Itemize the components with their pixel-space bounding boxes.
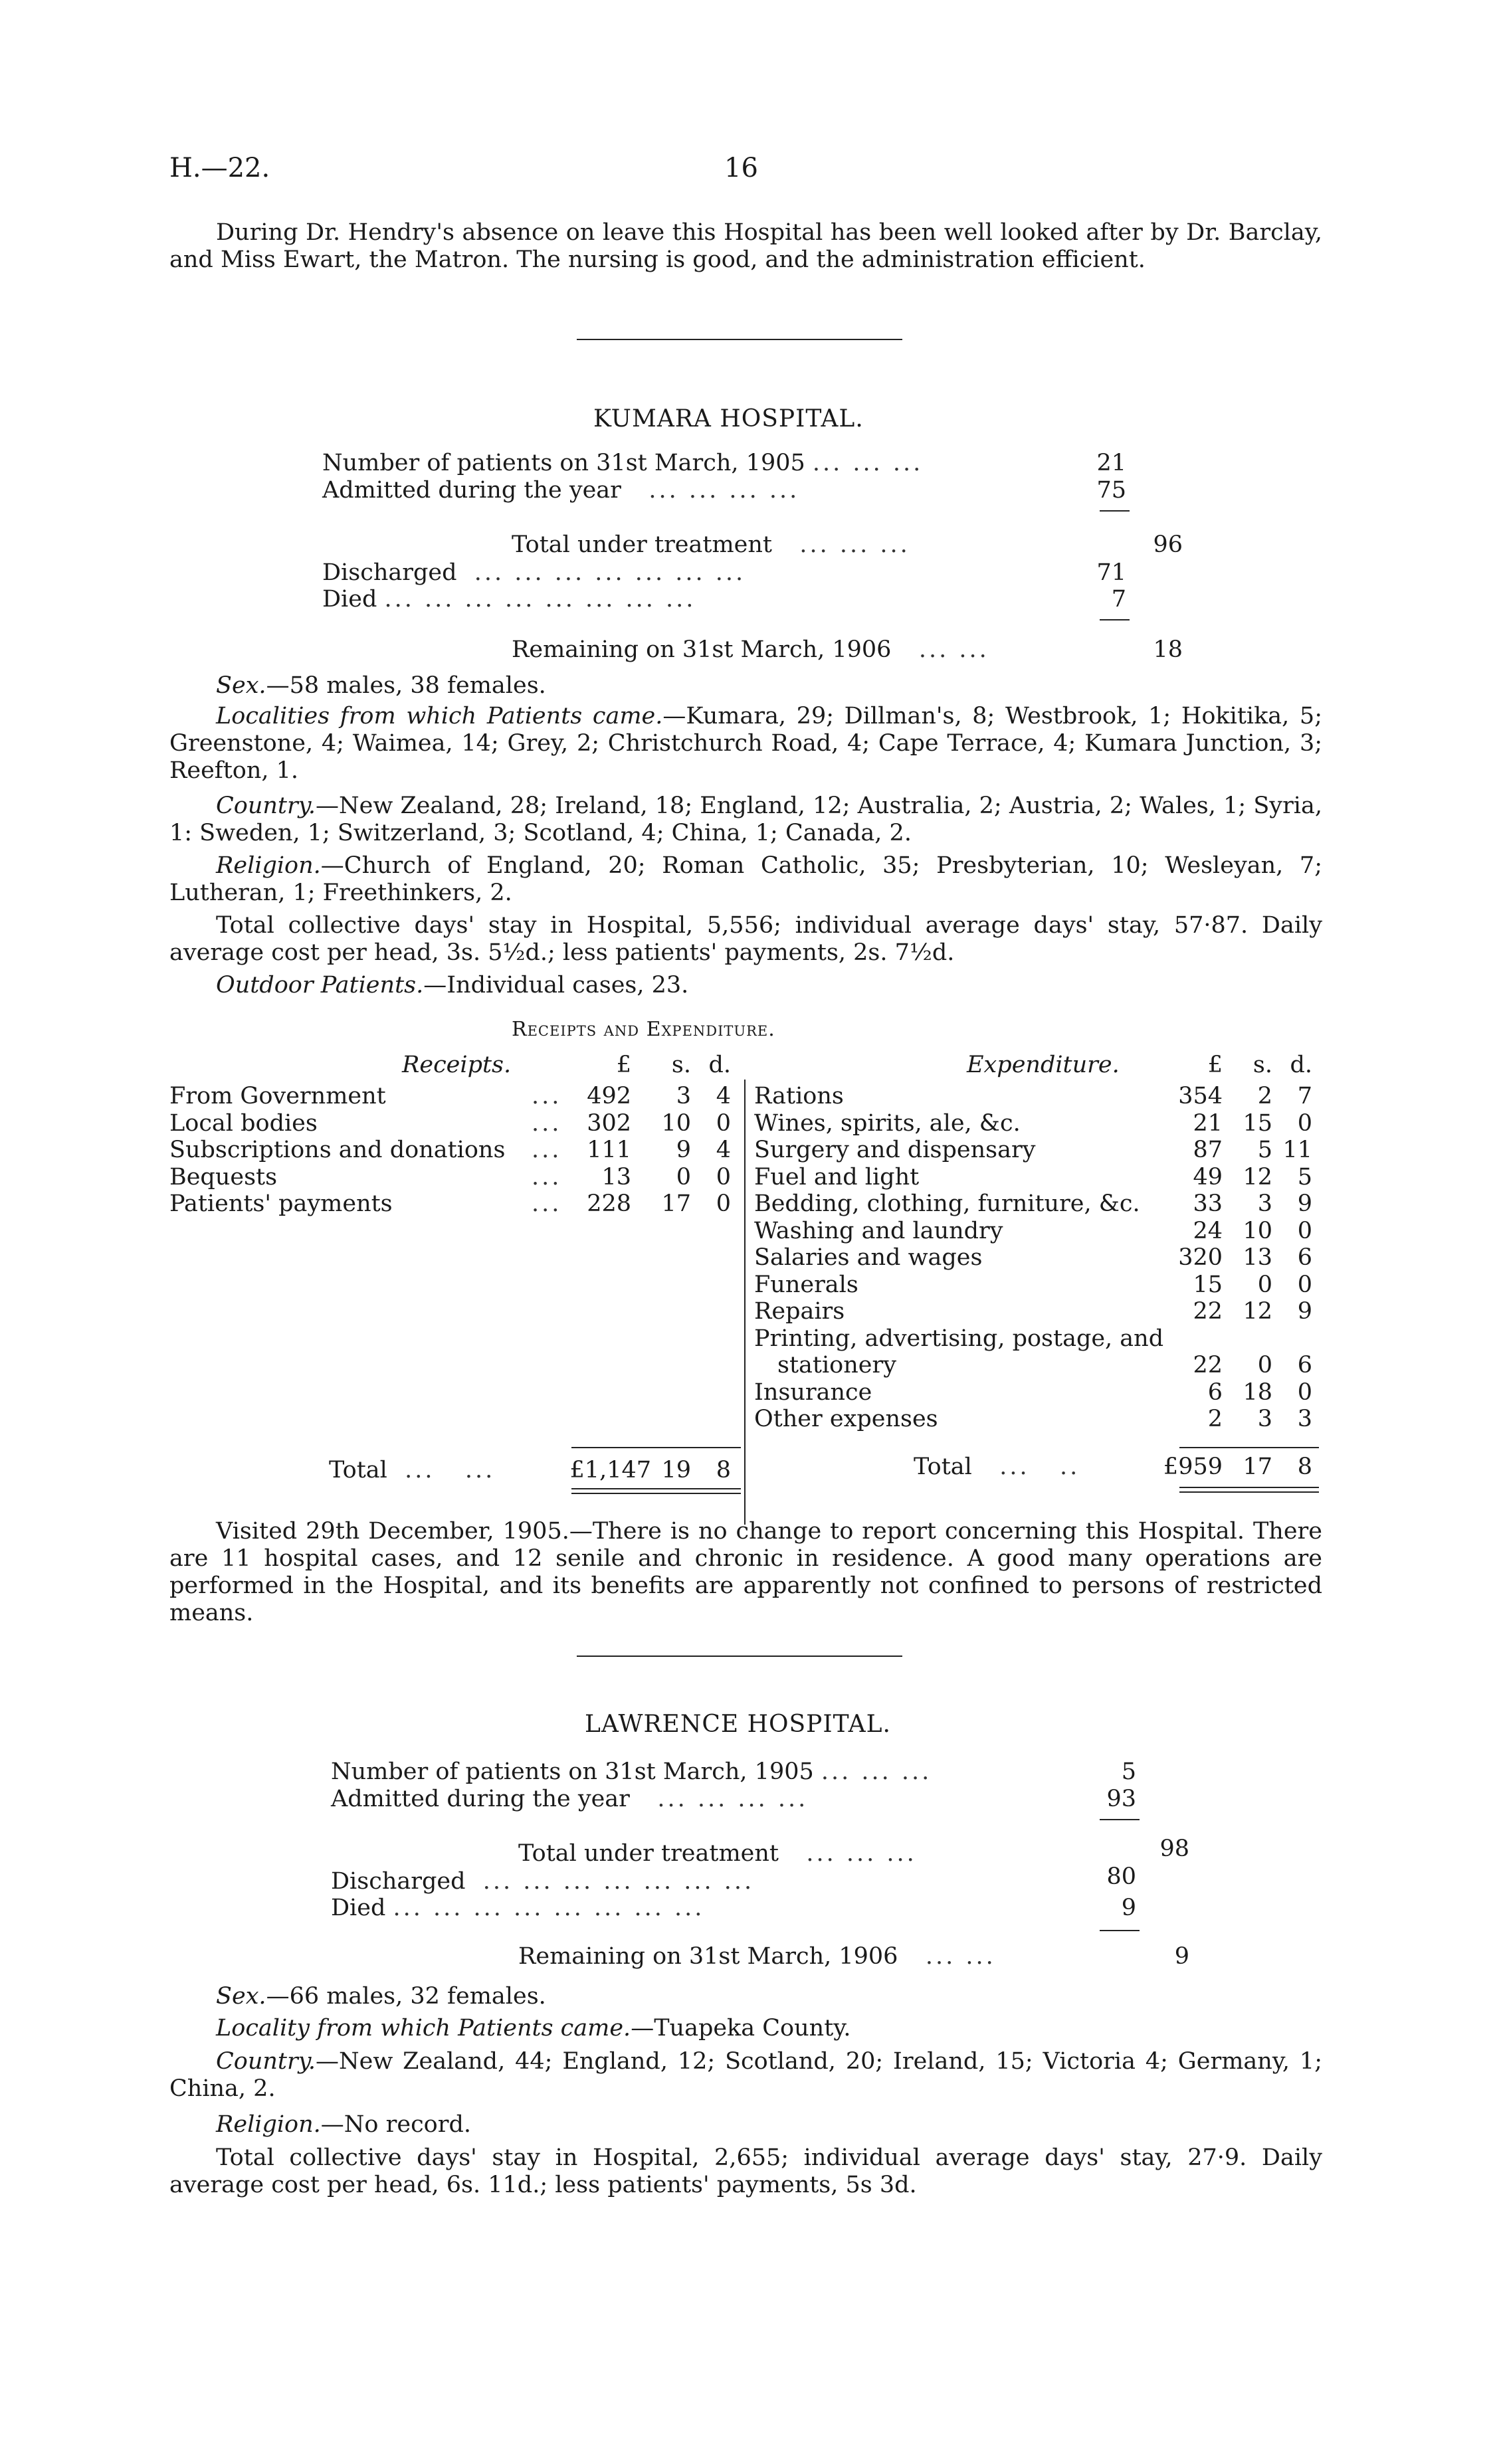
expenditure-row-pounds: 22	[1193, 1352, 1223, 1378]
lawrence-remaining-label: Remaining on 31st March, 1906 ... ...	[518, 1943, 996, 1970]
expenditure-row-shillings: 15	[1243, 1109, 1272, 1137]
receipts-row-shillings: 10	[661, 1109, 691, 1137]
kumara-country: Country.—New Zealand, 28; Ireland, 18; England, 12; Australia, 2; Austria, 2; Wales, 1; Syria, 1: Sweden, 1; Switzerland, 3; Scotland, 4; China, 1; Canada, 2.	[169, 793, 1322, 846]
finance-column-divider	[744, 1080, 746, 1525]
lawrence-died-value: 9	[1121, 1895, 1136, 1921]
expenditure-row-label: Fuel and light	[754, 1163, 920, 1190]
receipts-row-label: Bequests	[169, 1163, 278, 1190]
kumara-patients-value: 21	[1096, 450, 1126, 476]
receipts-row-pounds: 228	[587, 1190, 631, 1217]
expenditure-total-pounds: £959	[1163, 1454, 1223, 1480]
lawrence-discharged-value: 80	[1106, 1863, 1136, 1890]
expenditure-row-pounds: 320	[1178, 1244, 1223, 1271]
expenditure-row-shillings: 5	[1257, 1137, 1272, 1163]
expenditure-row-label: Rations	[754, 1083, 844, 1109]
expenditure-row-pence: 9	[1297, 1190, 1312, 1217]
kumara-title: KUMARA HOSPITAL.	[593, 405, 864, 432]
receipts-row-leader: ...	[532, 1083, 562, 1109]
expenditure-pence-header: d.	[1290, 1052, 1312, 1078]
expenditure-total-rule-top	[1179, 1447, 1319, 1448]
expenditure-row-shillings: 0	[1257, 1271, 1272, 1298]
receipts-total-rule-top	[571, 1447, 741, 1448]
receipts-row-pounds: 302	[587, 1109, 631, 1137]
receipts-row-pounds: 111	[587, 1137, 631, 1163]
receipts-pence-header: d.	[708, 1052, 731, 1078]
receipts-row-shillings: 0	[676, 1163, 691, 1190]
expenditure-total-pence: 8	[1297, 1454, 1312, 1480]
expenditure-row-shillings: 10	[1243, 1217, 1272, 1244]
expenditure-total-shillings: 17	[1243, 1454, 1272, 1480]
lawrence-admitted-label: Admitted during the year ... ... ... ...	[331, 1786, 809, 1812]
receipts-row-label: From Government	[169, 1083, 386, 1109]
expenditure-row-pence: 6	[1297, 1244, 1312, 1271]
expenditure-row-pounds: 49	[1193, 1163, 1223, 1190]
lawrence-diff-rule	[1100, 1930, 1140, 1931]
kumara-remaining-value: 18	[1153, 636, 1183, 663]
expenditure-row-pence: 0	[1297, 1217, 1312, 1244]
kumara-discharged-value: 71	[1096, 559, 1126, 586]
kumara-visited: Visited 29th December, 1905.—There is no change to report concerning this Hospital. There are 11 hospital cases, and 12 senile and chronic in residence. A good many operations are performed in the Hospital, and its benefits are apparently not confined to persons of restricted means.	[169, 1518, 1322, 1626]
receipts-shilling-header: s.	[671, 1052, 691, 1078]
expenditure-row-label: Surgery and dispensary	[754, 1137, 1036, 1163]
kumara-died-label: Died ... ... ... ... ... ... ... ...	[322, 586, 696, 613]
receipts-row-leader: ...	[532, 1163, 562, 1190]
page-number: 16	[724, 153, 758, 183]
section-divider-2	[577, 1656, 902, 1657]
lawrence-title: LAWRENCE HOSPITAL.	[585, 1711, 892, 1738]
expenditure-row-shillings: 2	[1257, 1083, 1272, 1109]
intro-paragraph: During Dr. Hendry's absence on leave this Hospital has been well looked after by Dr. Barclay, and Miss Ewart, the Matron. The nursing is good, and the administration efficient.	[169, 219, 1322, 273]
lawrence-remaining-value: 9	[1174, 1943, 1189, 1970]
expenditure-row-pounds: 15	[1193, 1271, 1223, 1298]
expenditure-row-pence: 0	[1297, 1109, 1312, 1137]
lawrence-died-label: Died ... ... ... ... ... ... ... ...	[331, 1895, 705, 1921]
lawrence-sum-rule	[1100, 1819, 1140, 1820]
expenditure-row-pence: 0	[1297, 1271, 1312, 1298]
kumara-sum-rule	[1100, 510, 1130, 512]
receipts-row-pence: 4	[716, 1083, 731, 1109]
lawrence-country: Country.—New Zealand, 44; England, 12; Scotland, 20; Ireland, 15; Victoria 4; Germany, 1; China, 2.	[169, 2048, 1322, 2102]
expenditure-row-pence: 9	[1297, 1298, 1312, 1325]
kumara-total-value: 96	[1153, 531, 1183, 558]
expenditure-row-pence: 7	[1297, 1083, 1312, 1109]
lawrence-patients-value: 5	[1121, 1758, 1136, 1785]
expenditure-row-pounds: 24	[1193, 1217, 1223, 1244]
expenditure-row-shillings: 18	[1243, 1378, 1272, 1406]
expenditure-shilling-header: s.	[1252, 1052, 1272, 1078]
expenditure-row-label: Washing and laundry	[754, 1217, 1003, 1244]
expenditure-row-shillings: 12	[1243, 1298, 1272, 1325]
lawrence-total-value: 98	[1159, 1836, 1189, 1862]
kumara-religion: Religion.—Church of England, 20; Roman Catholic, 35; Presbyterian, 10; Wesleyan, 7; Lutheran, 1; Freethinkers, 2.	[169, 852, 1322, 906]
kumara-total-label: Total under treatment ... ... ...	[512, 531, 910, 558]
expenditure-row-pounds: 33	[1193, 1190, 1223, 1217]
expenditure-row-label: Salaries and wages	[754, 1244, 983, 1271]
expenditure-heading: Expenditure.	[967, 1052, 1120, 1078]
receipts-row-shillings: 3	[676, 1083, 691, 1109]
kumara-stay: Total collective days' stay in Hospital, 5,556; individual average days' stay, 57·87. Daily average cost per head, 3s. 5½d.; less patients' payments, 2s. 7½d.	[169, 912, 1322, 966]
expenditure-row-pence: 0	[1297, 1378, 1312, 1406]
receipts-row-pence: 0	[716, 1163, 731, 1190]
receipts-row-shillings: 9	[676, 1137, 691, 1163]
lawrence-admitted-value: 93	[1106, 1786, 1136, 1812]
expenditure-row-shillings: 0	[1257, 1352, 1272, 1378]
expenditure-row-pounds: 21	[1193, 1109, 1223, 1137]
receipts-row-label: Patients' payments	[169, 1190, 393, 1217]
receipts-pound-header: £	[616, 1052, 631, 1078]
expenditure-row-pence: 5	[1297, 1163, 1312, 1190]
lawrence-religion: Religion.—No record.	[216, 2111, 471, 2138]
receipts-row-leader: ...	[532, 1190, 562, 1217]
expenditure-row-shillings: 3	[1257, 1190, 1272, 1217]
lawrence-stay: Total collective days' stay in Hospital, 2,655; individual average days' stay, 27·9. Daily average cost per head, 6s. 11d.; less patients' payments, 5s 3d.	[169, 2144, 1322, 2198]
receipts-row-leader: ...	[532, 1137, 562, 1163]
lawrence-discharged-label: Discharged ... ... ... ... ... ... ...	[331, 1868, 755, 1895]
receipts-total-pounds: £1,147	[569, 1457, 651, 1483]
expenditure-row-label: Repairs	[754, 1298, 845, 1325]
expenditure-total-label: Total ... ..	[914, 1454, 1080, 1480]
receipts-row-pence: 4	[716, 1137, 731, 1163]
expenditure-row-pounds: 22	[1193, 1298, 1223, 1325]
receipts-total-rule-bottom-2	[571, 1493, 741, 1494]
expenditure-row-pence: 3	[1297, 1406, 1312, 1432]
kumara-died-value: 7	[1111, 586, 1126, 613]
kumara-admitted-label: Admitted during the year ... ... ... ...	[322, 477, 800, 504]
receipts-total-shillings: 19	[661, 1457, 691, 1483]
expenditure-row-label: Bedding, clothing, furniture, &c.	[754, 1190, 1140, 1217]
expenditure-row-label: Other expenses	[754, 1406, 938, 1432]
receipts-heading: Receipts.	[402, 1052, 512, 1078]
receipts-total-pence: 8	[716, 1457, 731, 1483]
expenditure-row-pounds: 6	[1207, 1378, 1223, 1406]
kumara-localities: Localities from which Patients came.—Kumara, 29; Dillman's, 8; Westbrook, 1; Hokitika, 5; Greenstone, 4; Waimea, 14; Grey, 2; Christchurch Road, 4; Cape Terrace, 4; Kumara Junction, 3; Reefton, 1.	[169, 703, 1322, 784]
expenditure-row-pence: 6	[1297, 1352, 1312, 1378]
lawrence-total-label: Total under treatment ... ... ...	[518, 1840, 917, 1867]
page-ref: H.—22.	[169, 153, 270, 183]
kumara-patients-label: Number of patients on 31st March, 1905 ... ... ...	[322, 450, 924, 476]
expenditure-row-label: Wines, spirits, ale, &c.	[754, 1109, 1021, 1137]
expenditure-row-pounds: 87	[1193, 1137, 1223, 1163]
lawrence-locality: Locality from which Patients came.—Tuapeka County.	[216, 2015, 851, 2041]
expenditure-row-label: stationery	[777, 1352, 896, 1378]
kumara-discharged-label: Discharged ... ... ... ... ... ... ...	[322, 559, 746, 586]
kumara-outdoor: Outdoor Patients.—Individual cases, 23.	[216, 972, 689, 998]
expenditure-row-pounds: 354	[1178, 1083, 1223, 1109]
receipts-row-pounds: 492	[587, 1083, 631, 1109]
expenditure-row-label: Insurance	[754, 1378, 872, 1406]
expenditure-row-label: Funerals	[754, 1271, 858, 1298]
kumara-diff-rule	[1100, 619, 1130, 620]
expenditure-row-pence: 11	[1282, 1137, 1312, 1163]
receipts-row-pence: 0	[716, 1190, 731, 1217]
receipts-total-label: Total ... ...	[329, 1457, 496, 1483]
finance-title: Receipts and Expenditure.	[512, 1018, 775, 1041]
expenditure-row-shillings: 13	[1243, 1244, 1272, 1271]
expenditure-row-label: Printing, advertising, postage, and	[754, 1325, 1164, 1352]
receipts-row-label: Local bodies	[169, 1109, 318, 1137]
kumara-admitted-value: 75	[1096, 477, 1126, 504]
kumara-remaining-label: Remaining on 31st March, 1906 ... ...	[512, 636, 989, 663]
expenditure-row-pounds: 2	[1207, 1406, 1223, 1432]
expenditure-row-shillings: 3	[1257, 1406, 1272, 1432]
section-divider	[577, 339, 902, 340]
receipts-row-leader: ...	[532, 1109, 562, 1137]
expenditure-total-rule-bottom-2	[1179, 1491, 1319, 1493]
expenditure-pound-header: £	[1207, 1052, 1223, 1078]
receipts-row-shillings: 17	[661, 1190, 691, 1217]
receipts-row-pounds: 13	[601, 1163, 631, 1190]
receipts-row-pence: 0	[716, 1109, 731, 1137]
lawrence-patients-label: Number of patients on 31st March, 1905 ... ... ...	[331, 1758, 932, 1785]
lawrence-sex: Sex.—66 males, 32 females.	[216, 1983, 546, 2010]
receipts-row-label: Subscriptions and donations	[169, 1137, 506, 1163]
receipts-total-rule-bottom-1	[571, 1488, 741, 1489]
kumara-sex: Sex.—58 males, 38 females.	[216, 672, 546, 699]
expenditure-row-shillings: 12	[1243, 1163, 1272, 1190]
expenditure-total-rule-bottom-1	[1179, 1487, 1319, 1488]
